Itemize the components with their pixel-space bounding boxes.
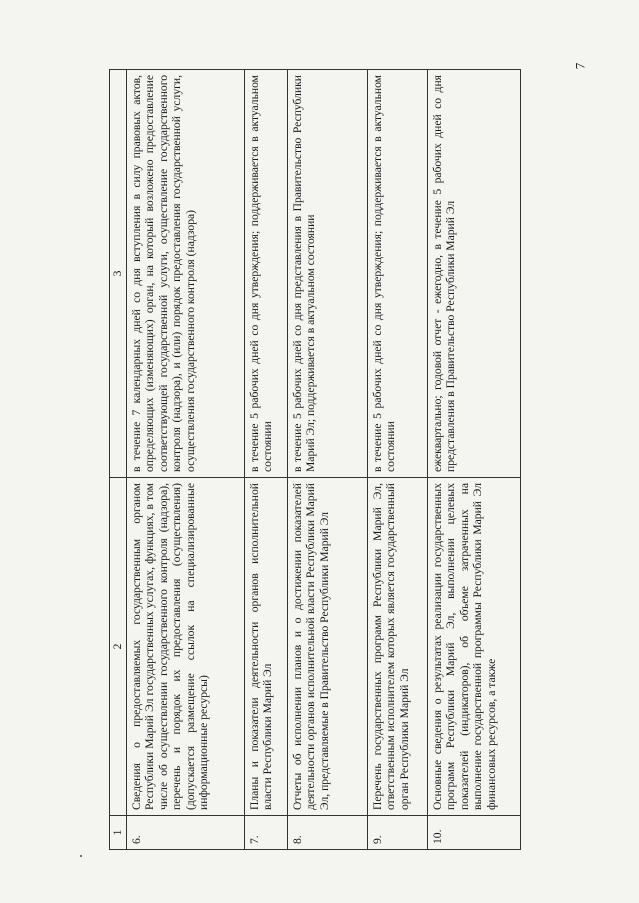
disclosure-table bbox=[109, 69, 521, 850]
header-col-3: 3 bbox=[110, 70, 127, 478]
row-description: Перечень государственных программ Республики Марий Эл, ответственным исполнителем которых является государственный орган Республики Марий Эл bbox=[368, 478, 428, 816]
row-description: Отчеты об исполнении планов и о достижении показателей деятельности органов исполнительной власти Республики Марий Эл, представляемые в Правительство Республики Марий Эл bbox=[288, 478, 368, 816]
row-description: Сведения о предоставляемых государственным органом Республики Марий Эл государственных услугах, функциях, в том числе об осуществлении государственного контроля (надзора), перечень и порядок их предоставления (осуществления) (допускается размещение ссылок на специализированные информационные ресурсы) bbox=[127, 478, 245, 816]
header-col-1: 1 bbox=[110, 816, 127, 850]
table-row bbox=[127, 70, 245, 850]
rotated-table-container bbox=[109, 70, 521, 850]
row-description: Основные сведения о результатах реализации государственных программ Республики Марий Эл, выполнении целевых показателей (индикаторов), об объеме затраченных на выполнение государственной программы Республики Марий Эл финансовых ресурсов, а также bbox=[428, 478, 521, 816]
row-number: 9. bbox=[368, 816, 428, 850]
header-col-2: 2 bbox=[110, 478, 127, 816]
scan-speck bbox=[80, 855, 82, 857]
row-number: 6. bbox=[127, 816, 245, 850]
row-number: 7. bbox=[245, 816, 288, 850]
table-row bbox=[368, 70, 428, 850]
row-deadline: в течение 5 рабочих дней со дня представления в Правительство Республики Марий Эл; поддерживается в актуальном состоянии bbox=[288, 70, 368, 478]
header-row bbox=[110, 70, 127, 850]
table-row bbox=[288, 70, 368, 850]
table-row bbox=[245, 70, 288, 850]
row-number: 10. bbox=[428, 816, 521, 850]
row-deadline: в течение 7 календарных дней со дня вступления в силу правовых актов, определяющих (изменяющих) орган, на который возложено предоставление соответствующей государственной услуги, осуществление государственного контроля (надзора), и (или) порядок предоставления государственной услуги, осуществления государственного контроля (надзора) bbox=[127, 70, 245, 478]
page-number: 7 bbox=[571, 62, 587, 70]
row-description: Планы и показатели деятельности органов исполнительной власти Республики Марий Эл bbox=[245, 478, 288, 816]
row-deadline: ежеквартально; годовой отчет - ежегодно, в течение 5 рабочих дней со дня представления в Правительство Республики Марий Эл bbox=[428, 70, 521, 478]
row-deadline: в течение 5 рабочих дней со дня утверждения; поддерживается в актуальном состоянии bbox=[368, 70, 428, 478]
row-deadline: в течение 5 рабочих дней со дня утверждения; поддерживается в актуальном состоянии bbox=[245, 70, 288, 478]
row-number: 8. bbox=[288, 816, 368, 850]
table-row bbox=[428, 70, 521, 850]
